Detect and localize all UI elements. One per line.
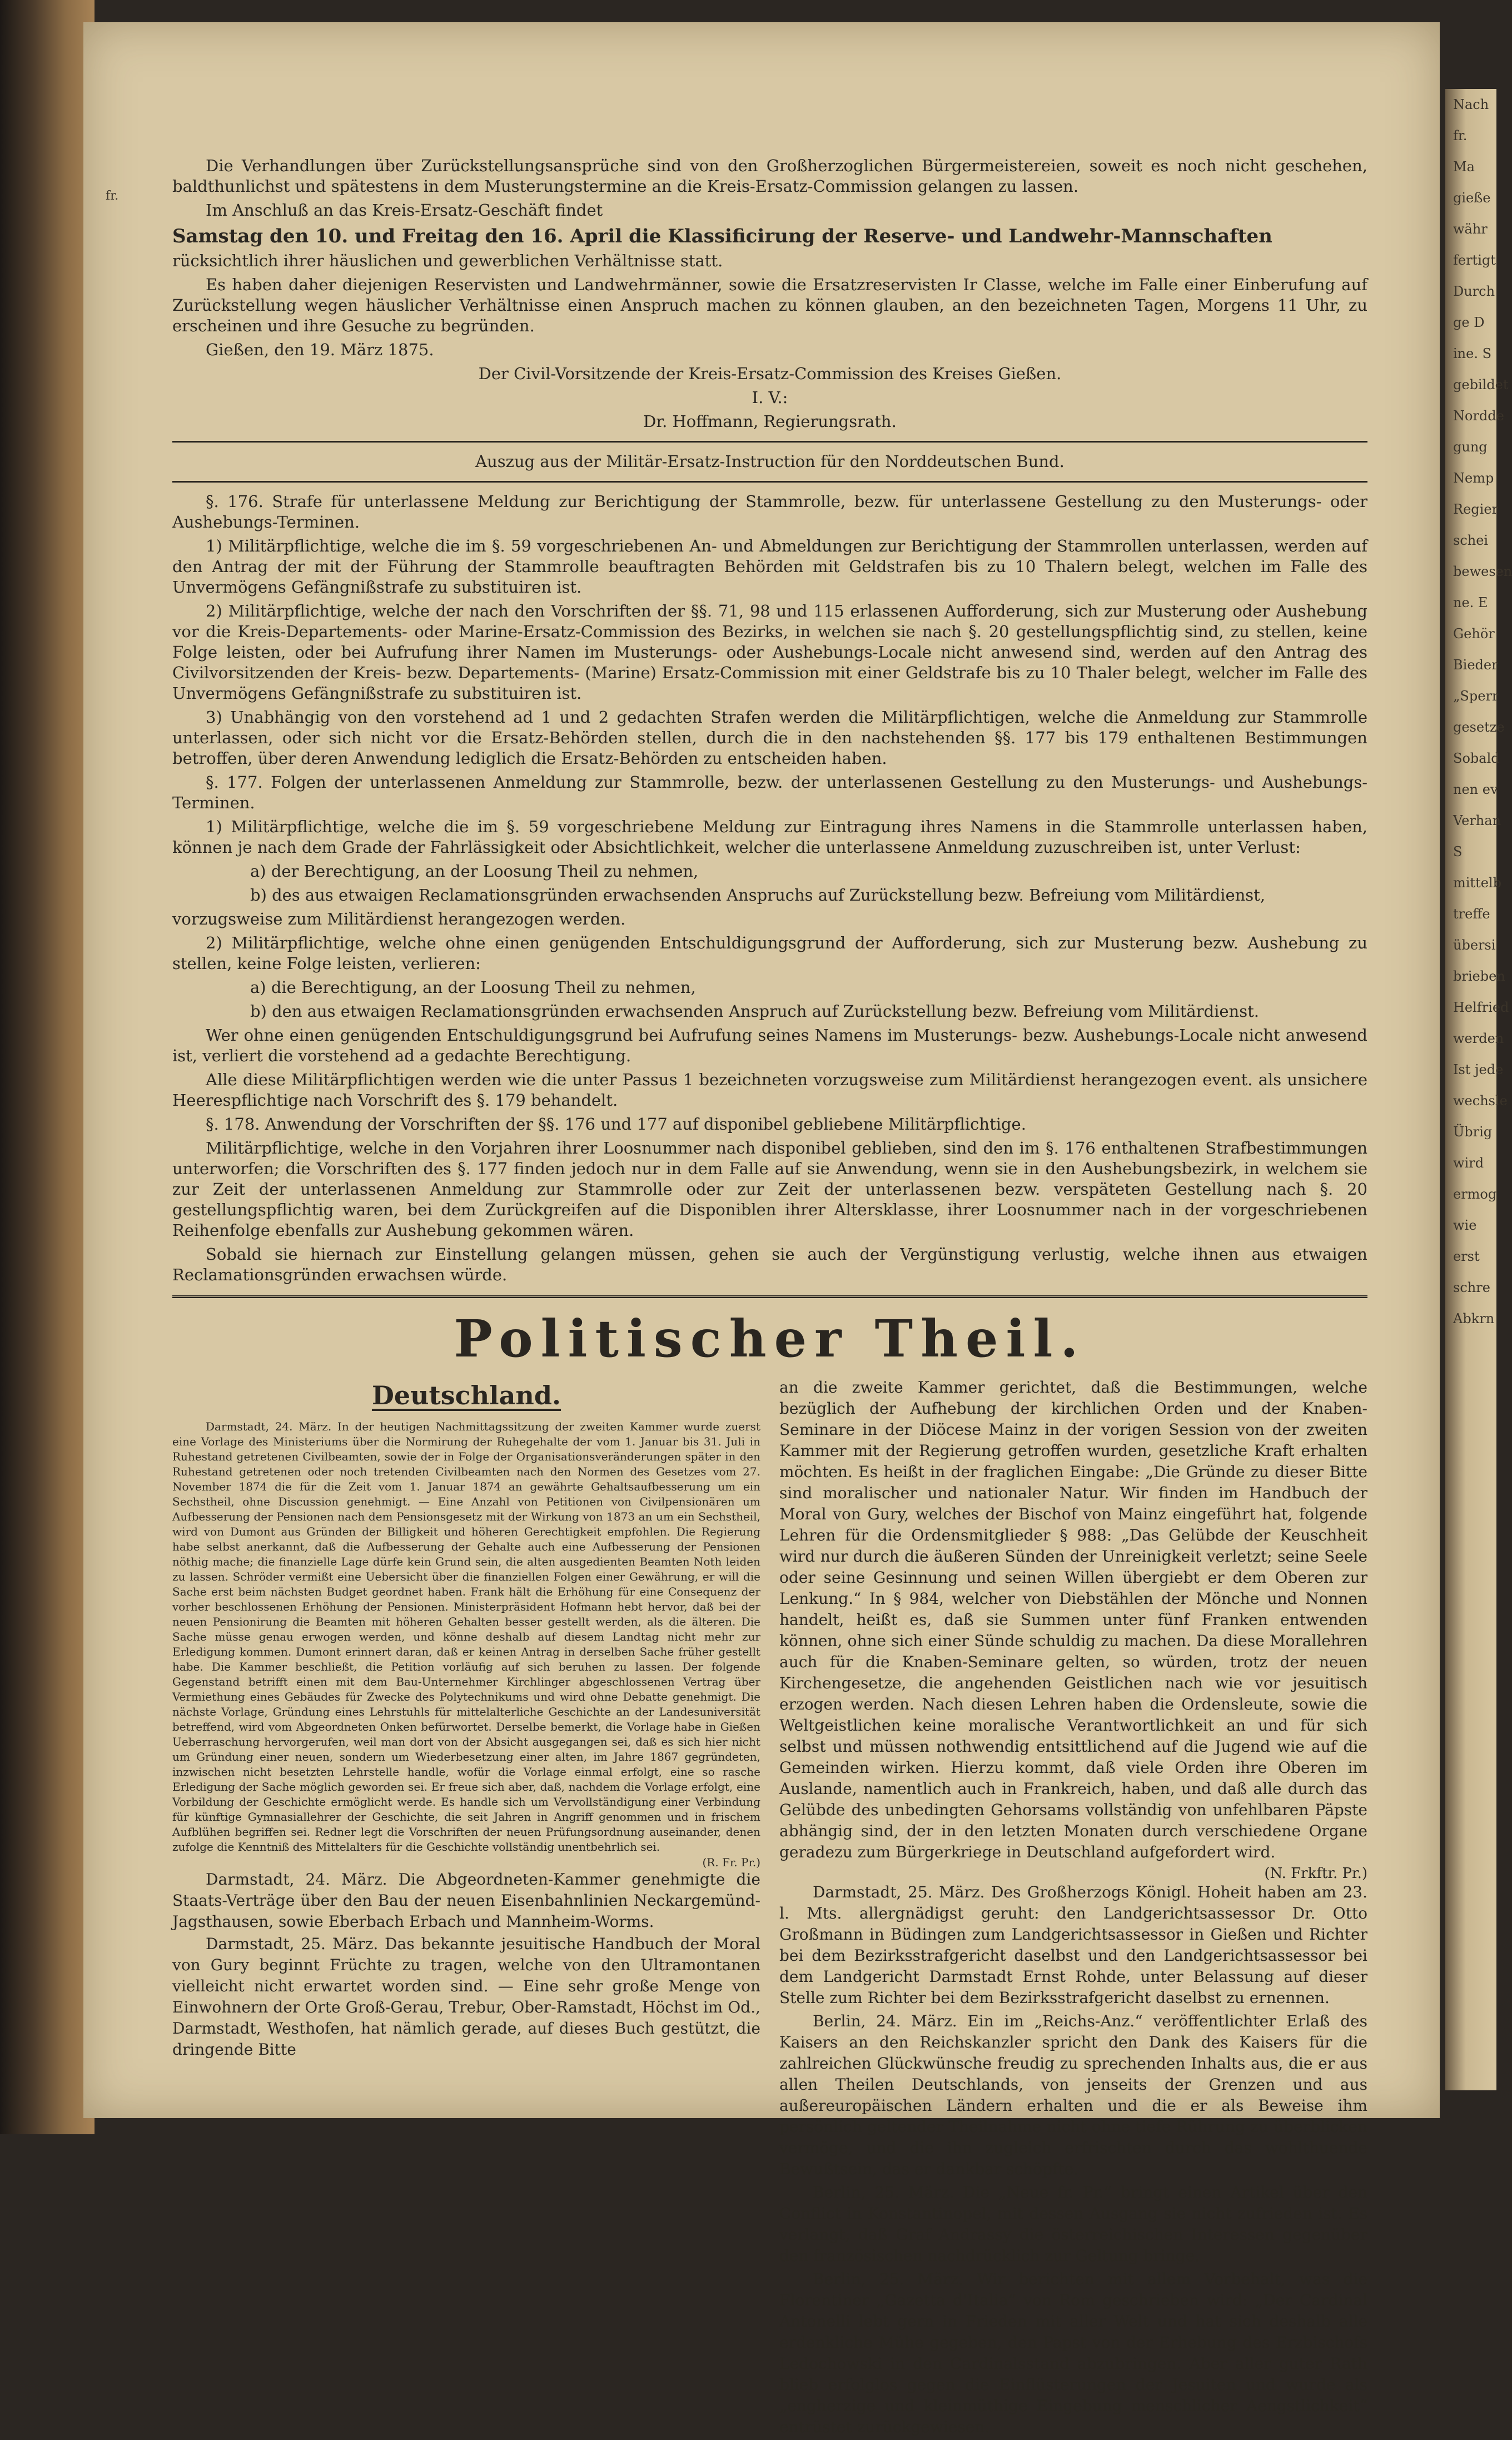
section-177-item-2a: a) die Berechtigung, an der Loosung Theil zu nehmen, [250, 978, 696, 997]
adjacent-page-fragment: Nordde [1453, 408, 1504, 424]
book-binding [0, 0, 94, 2134]
news-item: Darmstadt, 24. März. In der heutigen Nachmittagssitzung der zweiten Kammer wurde zuerst eine Vorlage des Ministeriums über die Normirung der Ruhegehalte der vom 1. Januar bis 31. Juli in Ruhestand getretenen Civilbeamten, sowie der in Folge der Organisationsveränderungen später in den Ruhestand getretenen oder noch tretenden Civilbeamten nach den Normen des Gesetzes vom 27. November 1874 die für die Zeit vom 1. Januar 1874 an gewährte Gehaltsaufbesserung um ein Sechstheil, ohne Discussion genehmigt. — Eine Anzahl von Petitionen von Civilpensionären um Aufbesserung der Pensionen nach dem Pensionsgesetz mit der Wirkung von 1873 an um ein Sechstheil, wird von Dumont aus Gründen der Billigkeit und höheren Gerechtigkeit empfohlen. Die Regierung habe selbst anerkannt, daß die Aufbesserung der Gehalte auch eine Aufbesserung der Pensionen nöthig mache; die finanzielle Lage dürfe kein Grund sein, die alten ausgedienten Beamten Noth leiden zu lassen. Schröder vermißt eine Uebersicht über die finanziellen Folgen einer Gewährung, er will die Sache erst beim nächsten Budget geordnet haben. Frank hält die Erhöhung für eine Consequenz der vorher beschlossenen Erhöhung der Pensionen. Ministerpräsident Hofmann hebt hervor, daß bei der neuen Pensionirung die Beamten mit höheren Gehalten besser gestellt werden, als die älteren. Die Sache müsse genau erwogen werden, und könne deshalb auf diesem Landtag nicht mehr zur Erledigung kommen. Dumont erinnert daran, daß er keinen Antrag in derselben Sache früher gestellt habe. Die Kammer beschließt, die Petition vorläufig auf sich beruhen zu lassen. Der folgende Gegenstand betrifft einen mit dem Bau-Unternehmer Kirchlinger abgeschlossenen Vertrag über Vermiethung eines Gebäudes für Zwecke des Polytechnikums und wird ohne Debatte genehmigt. Die nächste Vorlage, Gründung eines Lehrstuhls für mittelalterliche Geschichte an der Landesuniversität betreffend, wird vom Abgeordneten Onken befürwortet. Derselbe bemerkt, die Vorlage habe in Gießen Ueberraschung hervorgerufen, weil man dort von der Absicht ausgegangen sei, daß es sich hier nicht um Gründung einer neuen, sondern um Wiederbesetzung einer alten, im Jahre 1867 gegründeten, inzwischen nicht besetzten Lehrstelle handle, wofür die Vorlage einmal erfolgt, eine so rasche Erledigung der Sache möglich geworden sei. Er freue sich aber, daß, nachdem die Vorlage erfolgt, eine Vorbildung der Geschichte ermöglicht werde. Es handle sich um Vervollständigung einer Verbindung für künftige Gymnasiallehrer der Geschichte, die seit Jahren in Angriff genommen und in frischem Aufblühen begriffen sei. Redner legt die Vorschriften der neuen Prüfungsordnung auseinander, denen zufolge die Kenntniß des Mittelalters für die Geschichte vollständig unentbehrlich sei. [172, 1420, 760, 1853]
margin-mark: fr. [106, 189, 119, 203]
adjacent-page-fragment: Regier [1453, 501, 1498, 517]
adjacent-page-fragment: brieben [1453, 968, 1505, 984]
news-item: Berlin, 24. März. Ein im „Reichs-Anz.“ veröffentlichter Erlaß des Kaisers an den Reichskanzler spricht den Dank des Kaisers für die zahlreichen Glückwünsche freudig zu sprechenden Inhalts aus, die er aus allen Theilen Deutschlands, von jenseits der Grenzen und aus außereuropäischen Ländern erhalten und die er als Beweise ihm persönlich geltender Theilnahme nicht ohne tiefe Rührung zu überblicken vermöge, und die ihn zugleich erfrischten durch das wohlthuende Bewußtsein, das er dankbar schöpfte. [779, 2012, 1367, 2178]
section-176-title: §. 176. Strafe für unterlassene Meldung zur Berichtigung der Stammrolle, bezw. für unterlassene Gestellung zu den Musterungs- oder Aushebungs-Terminen. [172, 492, 1367, 531]
section-176-item-1: 1) Militärpflichtige, welche die im §. 59 vorgeschriebenen An- und Abmeldungen zur Berichtigung der Stammrollen unterlassen, werden auf den Antrag der mit der Führung der Stammrolle beauftragten Behörden mit Geldstrafen bis zu 10 Thalern belegt, welchen im Falle des Unvermögens Gefängnißstrafe zu substituiren ist. [172, 536, 1367, 597]
section-177-item-2: 2) Militärpflichtige, welche ohne einen genügenden Entschuldigungsgrund der Aufforderung, sich zur Musterung bezw. Aushebung zu stellen, keine Folge leisten, verlieren: [172, 933, 1367, 973]
adjacent-page-fragment: fr. [1453, 128, 1468, 143]
news-columns [172, 1377, 1367, 2440]
adjacent-page-fragment: Ist jede [1453, 1062, 1504, 1077]
adjacent-page-fragment: fertigt [1453, 252, 1496, 268]
adjacent-page-fragment: treffe [1453, 906, 1490, 922]
adjacent-page-fragment: Bieder [1453, 657, 1498, 673]
adjacent-page-fragment: ine. S [1453, 346, 1492, 361]
adjacent-page-fragment: Ma [1453, 159, 1475, 175]
adjacent-page-fragment: schre [1453, 1280, 1490, 1295]
adjacent-page-fragment: ne. E [1453, 595, 1488, 610]
adjacent-page-fragment: übersi [1453, 937, 1496, 953]
adjacent-page-fragment: wechsle [1453, 1093, 1508, 1109]
news-item: Darmstadt, 24. März. Die Abgeordneten-Kammer genehmigte die Staats-Verträge über den Bau der neuen Eisenbahnlinien Neckargemünd-Jagsthausen, sowie Eberbach Erbach und Mannheim-Worms. [172, 1870, 760, 1931]
divider [172, 441, 1367, 443]
section-177-title: §. 177. Folgen der unterlassenen Anmeldung zur Stammrolle, bezw. der unterlassenen Gestellung zu den Musterungs- und Aushebungs-Terminen. [172, 773, 1367, 812]
adjacent-page-fragment: Verhan [1453, 813, 1501, 828]
adjacent-page-fragment: mittelb [1453, 875, 1501, 891]
news-source: (N. Frkftr. Pr.) [1264, 1865, 1367, 1882]
adjacent-page-fragment: gung [1453, 439, 1488, 455]
extract-title: Auszug aus der Militär-Ersatz-Instruction für den Norddeutschen Bund. [475, 452, 1065, 471]
notice-paragraph-3: rücksichtlich ihrer häuslichen und gewerblichen Verhältnisse statt. [172, 251, 723, 270]
adjacent-page-fragment: S [1453, 844, 1463, 859]
adjacent-page-fragment: Nach [1453, 97, 1489, 112]
notice-signature-1: Der Civil-Vorsitzende der Kreis-Ersatz-Commission des Kreises Gießen. [478, 364, 1062, 383]
notice-paragraph-4: Es haben daher diejenigen Reservisten und Landwehrmänner, sowie die Ersatzreservisten Ir Classe, welche im Falle einer Einberufung auf Zurückstellung wegen häuslicher Verhältnisse einen Anspruch machen zu können glauben, an den bezeichneten Tagen, Morgens 11 Uhr, zu erscheinen und ihre Gesuche zu begründen. [172, 275, 1367, 335]
adjacent-page-fragment: gieße [1453, 190, 1491, 206]
adjacent-page-fragment: gesetze [1453, 719, 1505, 735]
section-176-item-2: 2) Militärpflichtige, welche der nach den Vorschriften der §§. 71, 98 und 115 erlassenen Aufforderung, sich zur Musterung oder Aushebung vor die Kreis-Departements- oder Marine-Ersatz-Commission des Bezirks, in welchen sie nach §. 20 gestellungspflichtig sind, zu stellen, keine Folge leisten, oder bei Aufrufung ihrer Namen im Musterungs- oder Aushebungs-Locale nicht anwesend sind, werden auf den Antrag des Civilvorsitzenden der Kreis- bezw. Departements- (Marine) Ersatz-Commission mit einer Geldstrafe bis zu 10 Thaler belegt, welcher im Falle des Unvermögens Gefängnißstrafe zu substituiren ist. [172, 602, 1367, 703]
notice-signature-2: I. V.: [752, 388, 788, 407]
adjacent-page-fragment: schei [1453, 533, 1489, 548]
adjacent-page-fragment: Abkrn [1453, 1311, 1495, 1326]
news-item: Berlin, 25. März. Die „Neue fr. Pr.“ bringt einen Artikel über den Conflict in Konstantinopel, mit dessen Ausgang sie nicht zufrieden ist. Es verlangt, daß Graf Andrassy die österreichischen Interessen gegenüber den französischen nachdrücklich zur Geltung bringe. [779, 2183, 1367, 2265]
adjacent-page-fragment: währ [1453, 221, 1488, 237]
section-178-item-2: Sobald sie hiernach zur Einstellung gelangen müssen, gehen sie auch der Vergünstigung verlustig, welche ihnen aus etwaigen Reclamationsgründen erwachsen würde. [172, 1245, 1367, 1284]
notice-bold-line: Samstag den 10. und Freitag den 16. April die Klassificirung der Reserve- und Landwehr-Mannschaften [172, 225, 1272, 247]
news-column-right [779, 1377, 1367, 2440]
adjacent-page-fragment: Nemp [1453, 470, 1494, 486]
political-heading: Politischer Theil. [454, 1309, 1086, 1369]
adjacent-page-fragment: ge D [1453, 315, 1485, 330]
news-column-left [172, 1377, 760, 2440]
notice-paragraph-2: Im Anschluß an das Kreis-Ersatz-Geschäft findet [206, 201, 603, 220]
notice-paragraph-1: Die Verhandlungen über Zurückstellungsansprüche sind von den Großherzoglichen Bürgermeistereien, soweit es noch nicht geschehen, baldthunlichst und spätestens in dem Musterungstermine an die Kreis-Ersatz-Commission gelangen zu lassen. [172, 156, 1367, 196]
section-177-item-1a: a) der Berechtigung, an der Loosung Theil zu nehmen, [250, 862, 699, 881]
adjacent-page-fragment: Übrig [1453, 1124, 1493, 1140]
adjacent-page-fragment: Gehör [1453, 626, 1495, 642]
adjacent-page-fragment: bewesen [1453, 564, 1512, 579]
notice-signature-3: Dr. Hoffmann, Regierungsrath. [643, 412, 897, 431]
notice-date: Gießen, den 19. März 1875. [206, 340, 434, 359]
adjacent-page-fragment: Sobald [1453, 751, 1500, 766]
section-177-item-1: 1) Militärpflichtige, welche die im §. 59 vorgeschriebene Meldung zur Eintragung ihres Namens in die Stammrolle unterlassen haben, können je nach dem Grade der Fahrlässigkeit oder Absichtlichkeit, welcher die unterlassene Anmeldung zuzuschreiben ist, unter Verlust: [172, 817, 1367, 857]
adjacent-page-edge [1445, 89, 1512, 2090]
section-177-item-4: Alle diese Militärpflichtigen werden wie die unter Passus 1 bezeichneten vorzugsweise zum Militärdienst herangezogen event. als unsichere Heerespflichtige nach Vorschrift des §. 179 behandelt. [172, 1070, 1367, 1110]
news-item: Darmstadt, 25. März. Des Großherzogs Königl. Hoheit haben am 23. l. Mts. allergnädigst geruht: den Landgerichtsassessor Dr. Otto Großmann in Büdingen zum Landgerichtsassessor in Gießen und Richter bei dem Bezirksstrafgericht daselbst und den Landgerichtsassessor bei dem Landgericht Darmstadt Ernst Rohde, unter Belassung auf dieser Stelle zum Richter bei dem Bezirksstrafgericht daselbst zu ernennen. [779, 1883, 1367, 2007]
news-source: (R. Fr. Pr.) [702, 1856, 760, 1869]
section-177-item-2b: b) den aus etwaigen Reclamationsgründen erwachsenden Anspruch auf Zurückstellung bezw. Befreiung vom Militärdienst. [250, 1002, 1259, 1021]
news-item: Darmstadt, 25. März. Das bekannte jesuitische Handbuch der Moral von Gury beginnt Früchte zu tragen, welche von den Ultramontanen vielleicht nicht erwartet worden sind. — Eine sehr große Menge von Einwohnern der Orte Groß-Gerau, Trebur, Ober-Ramstadt, Höchst im Od., Darmstadt, Westhofen, hat nämlich gerade, auf dieses Buch gestützt, die dringende Bitte [172, 1935, 760, 2059]
adjacent-page-fragment: nen ev [1453, 782, 1498, 797]
adjacent-page-fragment: erst [1453, 1249, 1480, 1264]
adjacent-page-fragment: ermog [1453, 1186, 1497, 1202]
adjacent-page-fragment: gebildet [1453, 377, 1509, 392]
adjacent-page-fragment: Helfried [1453, 1000, 1509, 1015]
newspaper-page [83, 22, 1440, 2436]
section-divider [172, 1295, 1367, 1298]
adjacent-page-fragment: Durch [1453, 284, 1495, 299]
section-177-item-3: Wer ohne einen genügenden Entschuldigungsgrund bei Aufrufung seines Namens im Musterungs- bezw. Aushebungs-Locale nicht anwesend ist, verliert die vorstehend ad a gedachte Berechtigung. [172, 1026, 1367, 1065]
adjacent-page-fragment: „Sperr [1453, 688, 1499, 704]
section-177-item-1c: vorzugsweise zum Militärdienst herangezogen werden. [172, 910, 626, 928]
page-content [172, 156, 1367, 2440]
section-178-item-1: Militärpflichtige, welche in den Vorjahren ihrer Loosnummer nach disponibel geblieben, sind den im §. 176 enthaltenen Strafbestimmungen unterworfen; die Vorschriften des §. 177 finden jedoch nur in dem Falle auf sie Anwendung, wenn sie in den Aushebungsbezirk, in welchem sie zur Zeit der unterlassenen Anmeldung zur Stammrolle oder zur Zeit der unterlassenen bezw. verspäteten Gestellung nach §. 20 gestellungspflichtig waren, bei dem Zurückgreifen auf die Disponiblen ihrer Altersklasse, ihrer Loosnummer nach in der vorgeschriebenen Reihenfolge ebenfalls zur Aushebung gekommen wären. [172, 1139, 1367, 1240]
section-178-title: §. 178. Anwendung der Vorschriften der §§. 176 und 177 auf disponibel gebliebene Militärpflichtige. [206, 1115, 1026, 1134]
country-subhead: Deutschland. [371, 1380, 561, 1410]
section-176-item-3: 3) Unabhängig von den vorstehend ad 1 und 2 gedachten Strafen werden die Militärpflichtigen, welche die Anmeldung zur Stammrolle unterlassen, oder sich nicht vor die Ersatz-Behörden stellen, durch die in den nachstehenden §§. 177 bis 179 enthaltenen Bestimmungen betroffen, über deren Anwendung lediglich die Ersatz-Behörden zu entscheiden haben. [172, 708, 1367, 768]
adjacent-page-fragment: wird [1453, 1155, 1484, 1171]
news-item: an die zweite Kammer gerichtet, daß die Bestimmungen, welche bezüglich der Aufhebung der kirchlichen Orden und der Knaben-Seminare in der Diöcese Mainz in der vorigen Session von der zweiten Kammer mit der Regierung getroffen wurden, gesetzliche Kraft erhalten möchten. Es heißt in der fraglichen Eingabe: „Die Gründe zu dieser Bitte sind moralischer und nationaler Natur. Wir finden im Handbuch der Moral von Gury, welches der Bischof von Mainz eingeführt hat, folgende Lehren für die Ordensmitglieder § 988: „Das Gelübde der Keuschheit wird nur durch die äußeren Sünden der Unreinigkeit verletzt; seine Seele oder seine Gesinnung und seinen Willen übergiebt er dem Oberen zur Lenkung.“ In § 984, welcher von Diebstählen der Mönche und Nonnen handelt, heißt es, daß sie Summen unter fünf Franken entwenden können, ohne sich einer Sünde schuldig zu machen. Da diese Morallehren auch für die Knaben-Seminare gelten, so würden, trotz der neuen Kirchengesetze, die angehenden Geistlichen nach wie vor jesuitisch erzogen werden. Nach diesen Lehren haben die Ordensleute, sowie die Weltgeistlichen keine moralische Verantwortlichkeit an und für sich selbst und müssen nothwendig entsittlichend auf die Jugend wie auf die Gemeinden wirken. Hierzu kommt, daß viele Orden ihre Oberen im Auslande, namentlich auch in Frankreich, haben, und daß alle durch das Gelübde des unbedingten Gehorsams vollständig von unfehlbaren Päpste abhängig sind, der in den letzten Monaten durch verschiedene Organe geradezu zum Bürgerkriege in Deutschland aufgefordert wird. [779, 1378, 1367, 1861]
divider [172, 481, 1367, 483]
section-177-item-1b: b) des aus etwaigen Reclamationsgründen erwachsenden Anspruchs auf Zurückstellung bezw. Befreiung vom Militärdienst, [250, 886, 1266, 905]
adjacent-page-fragment: werden [1453, 1031, 1504, 1046]
adjacent-page-fragment: wie [1453, 1217, 1477, 1233]
news-item: Berlin, 25. März. Wir berichten mit allem Vorbehalt, was die Florentiner „Gazetta d'Italia“ von Rom geschrieben wird: „Der Cardinal Antonelli lebt gern in Frieden mit aller Welt und hat sich deshalb alle erdenkliche Mühe gegeben, den Papst von der Erhebung des Erzbischofs Ledochowski in den Cardinalsstand abzubringen. Aber aller guter Rath blieb erfolglos gegen die Einflüsterungen der Jesuiten und wurde als „engherzige und kleinmüthige Eingebung menschlicher Aengstlichkeit“ entrüstet zurückgewiesen. [779, 2270, 1367, 2436]
